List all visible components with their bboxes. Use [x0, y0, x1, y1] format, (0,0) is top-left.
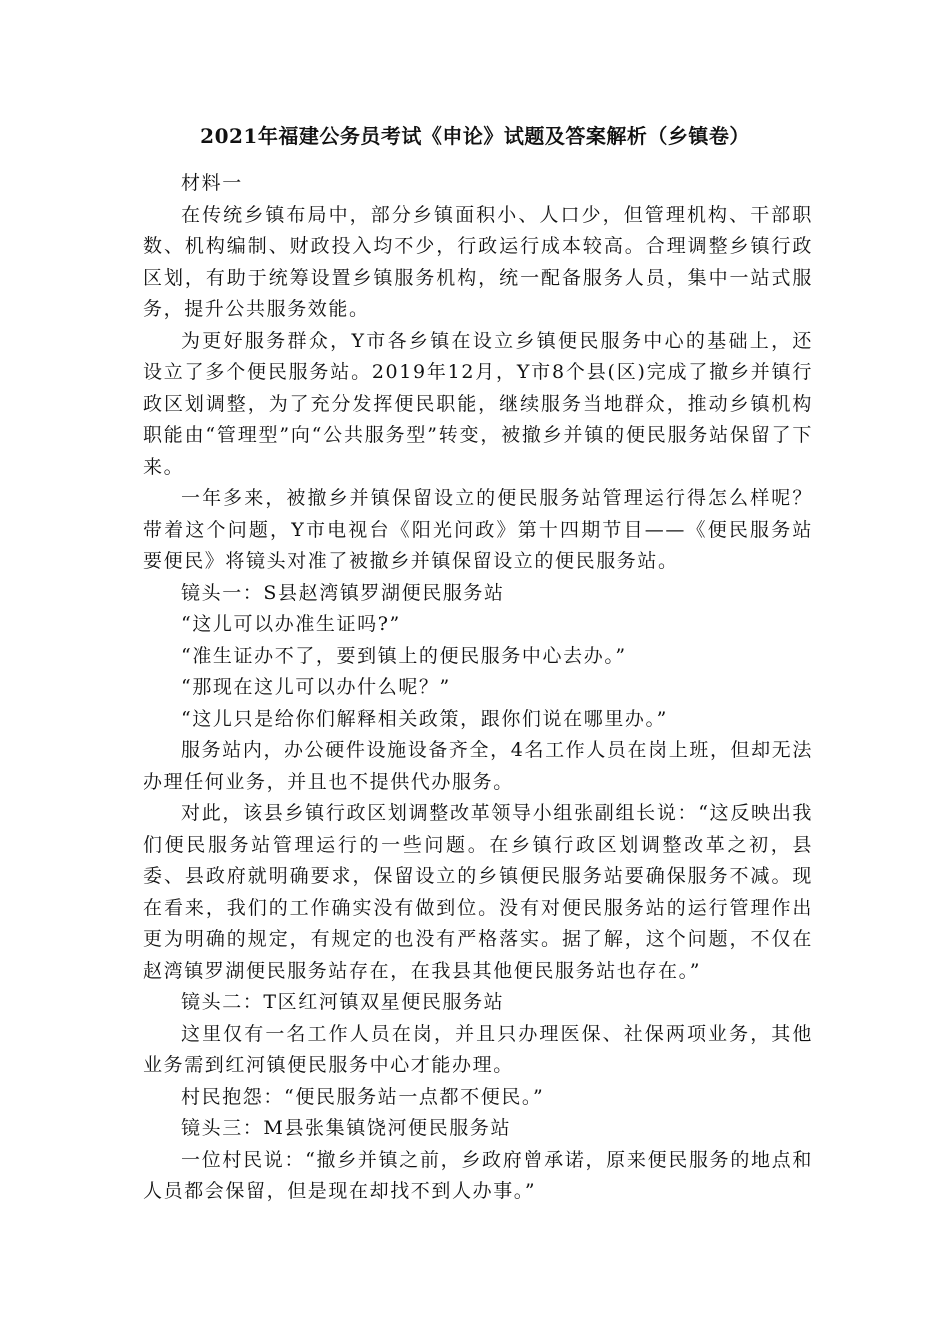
paragraph-dialogue: “那现在这儿可以办什么呢？”: [181, 676, 451, 698]
document-body: [143, 168, 813, 1208]
paragraph-scene-heading: 镜头三：M县张集镇饶河便民服务站: [181, 1117, 512, 1139]
paragraph: 村民抱怨：“便民服务站一点都不便民。”: [181, 1085, 545, 1108]
paragraph-dialogue: “准生证办不了，要到镇上的便民服务中心去办。”: [181, 644, 627, 667]
paragraph-dialogue: “这儿只是给你们解释相关政策，跟你们说在哪里办。”: [181, 707, 668, 730]
paragraph: 一年多来，被撤乡并镇保留设立的便民服务站管理运行得怎么样呢？带着这个问题，Y市电视台《阳光问政》第十四期节目——《便民服务站要便民》将镜头对准了被撤乡并镇保留设立的便民服务站。: [143, 487, 813, 572]
paragraph-material-heading: 材料一: [181, 172, 243, 194]
paragraph-scene-heading: 镜头一：S县赵湾镇罗湖便民服务站: [181, 581, 505, 604]
document-title: 2021年福建公务员考试《申论》试题及答案解析（乡镇卷）: [200, 124, 750, 148]
paragraph: 在传统乡镇布局中，部分乡镇面积小、人口少，但管理机构、干部职数、机构编制、财政投入均不少，行政运行成本较高。合理调整乡镇行政区划，有助于统筹设置乡镇服务机构，统一配备服务人员，集中一站式服务，提升公共服务效能。: [143, 203, 813, 320]
paragraph: 对此，该县乡镇行政区划调整改革领导小组张副组长说：“这反映出我们便民服务站管理运行的一些问题。在乡镇行政区划调整改革之初，县委、县政府就明确要求，保留设立的乡镇便民服务站要确保服务不减。现在看来，我们的工作确实没有做到位。没有对便民服务站的运行管理作出更为明确的规定，有规定的也没有严格落实。据了解，这个问题，不仅在赵湾镇罗湖便民服务站存在，在我县其他便民服务站也存在。”: [143, 802, 813, 982]
paragraph-dialogue: “这儿可以办准生证吗?”: [181, 613, 401, 635]
paragraph: 一位村民说：“撤乡并镇之前，乡政府曾承诺，原来便民服务的地点和人员都会保留，但是现在却找不到人办事。”: [143, 1148, 813, 1202]
paragraph-scene-heading: 镜头二：T区红河镇双星便民服务站: [181, 991, 505, 1013]
paragraph: 这里仅有一名工作人员在岗，并且只办理医保、社保两项业务，其他业务需到红河镇便民服务中心才能办理。: [143, 1022, 813, 1076]
paragraph: 服务站内，办公硬件设施设备齐全，4名工作人员在岗上班，但却无法办理任何业务，并且也不提供代办服务。: [143, 739, 813, 793]
paragraph: 为更好服务群众，Y市各乡镇在设立乡镇便民服务中心的基础上，还设立了多个便民服务站。2019年12月，Y市8个县(区)完成了撤乡并镇行政区划调整，为了充分发挥便民职能，继续服务当地群众，推动乡镇机构职能由“管理型”向“公共服务型”转变，被撤乡并镇的便民服务站保留了下来。: [143, 329, 813, 478]
